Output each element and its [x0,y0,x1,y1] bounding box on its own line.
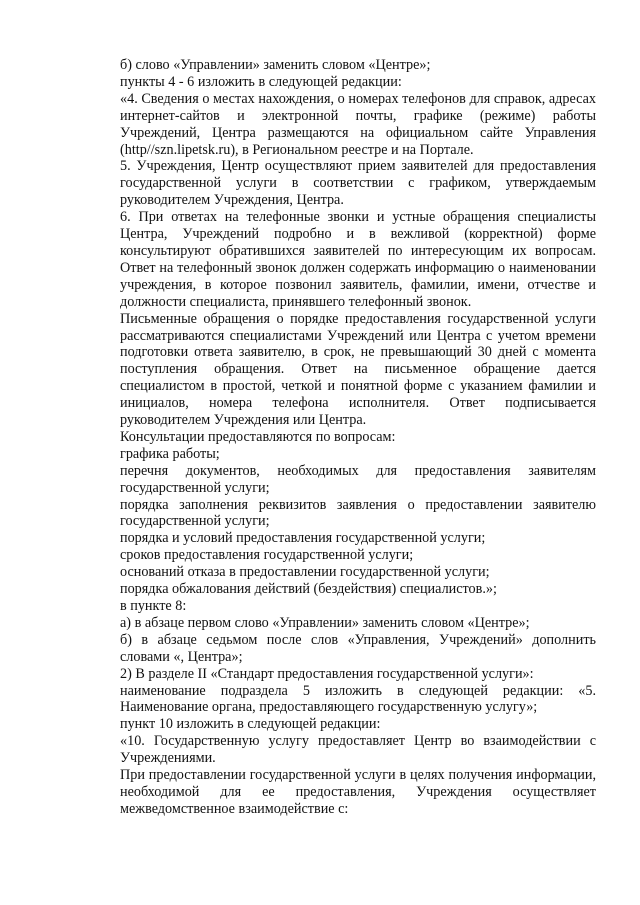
paragraph: в пункте 8: [120,598,187,614]
paragraph: «10. Государственную услугу предоставляет Центр во взаимодействии с Учреждениями. [120,733,596,767]
list-item: порядка обжалования действий (бездействия) специалистов.»; [120,581,497,598]
list-item: оснований отказа в предоставлении государственной услуги; [120,564,490,581]
paragraph: 6. При ответах на телефонные звонки и устные обращения специалисты Центра, Учреждений подробно и в вежливой (корректной) форме консультируют обратившихся заявителей по интересующим их вопросам. Ответ на телефонный звонок должен содержать информацию о наименовании учреждения, в которое позвонил заявитель, фамилии, имени, отчестве и должности специалиста, принявшего телефонный звонок. [120,209,596,310]
list-item: порядка и условий предоставления государственной услуги; [120,530,486,547]
section-heading: 2) В разделе II «Стандарт предоставления государственной услуги»: [120,665,534,682]
paragraph: б) слово «Управлении» заменить словом «Центре»; [120,57,431,73]
paragraph: пункт 10 изложить в следующей редакции: [120,716,381,733]
list-item: графика работы; [120,445,220,462]
paragraph: б) в абзаце седьмом после слов «Управления, Учреждений» дополнить словами «, Центра»; [120,631,596,665]
paragraph: «4. Сведения о местах нахождения, о номерах телефонов для справок, адресах интернет-сайтов и электронной почты, графике (режиме) работы Учреждений, Центра размещаются на официальном сайте Управления (http//szn.lipetsk.ru), в Региональном реестре и на Портале. [120,90,596,158]
paragraph: пункты 4 - 6 изложить в следующей редакции: [120,73,402,90]
list-item: порядка заполнения реквизитов заявления о предоставлении заявителю государственной услуги; [120,496,596,530]
paragraph: а) в абзаце первом слово «Управлении» заменить словом «Центре»; [120,614,530,631]
document-body [120,57,596,818]
paragraph: 5. Учреждения, Центр осуществляют прием заявителей для предоставления государственной услуги в соответствии с графиком, утверждаемым руководителем Учреждения, Центра. [120,158,596,209]
paragraph: При предоставлении государственной услуги в целях получения информации, необходимой для ее предоставления, Учреждения осуществляет межведомственное взаимодействие с: [120,767,596,817]
paragraph: Консультации предоставляются по вопросам: [120,428,396,445]
list-item: сроков предоставления государственной услуги; [120,547,414,564]
paragraph: Письменные обращения о порядке предоставления государственной услуги рассматриваются специалистами Учреждений или Центра с учетом времени подготовки ответа заявителю, в срок, не превышающий 30 дней с момента поступления обращения. Ответ на письменное обращение дается специалистом в простой, четкой и понятной форме с указанием фамилии и инициалов, номера телефона исполнителя. Ответ подписывается руководителем Учреждения или Центра. [120,310,596,429]
paragraph: наименование подраздела 5 изложить в следующей редакции: «5. Наименование органа, предоставляющего государственную услугу»; [120,682,596,716]
list-item: перечня документов, необходимых для предоставления заявителям государственной услуги; [120,462,596,496]
